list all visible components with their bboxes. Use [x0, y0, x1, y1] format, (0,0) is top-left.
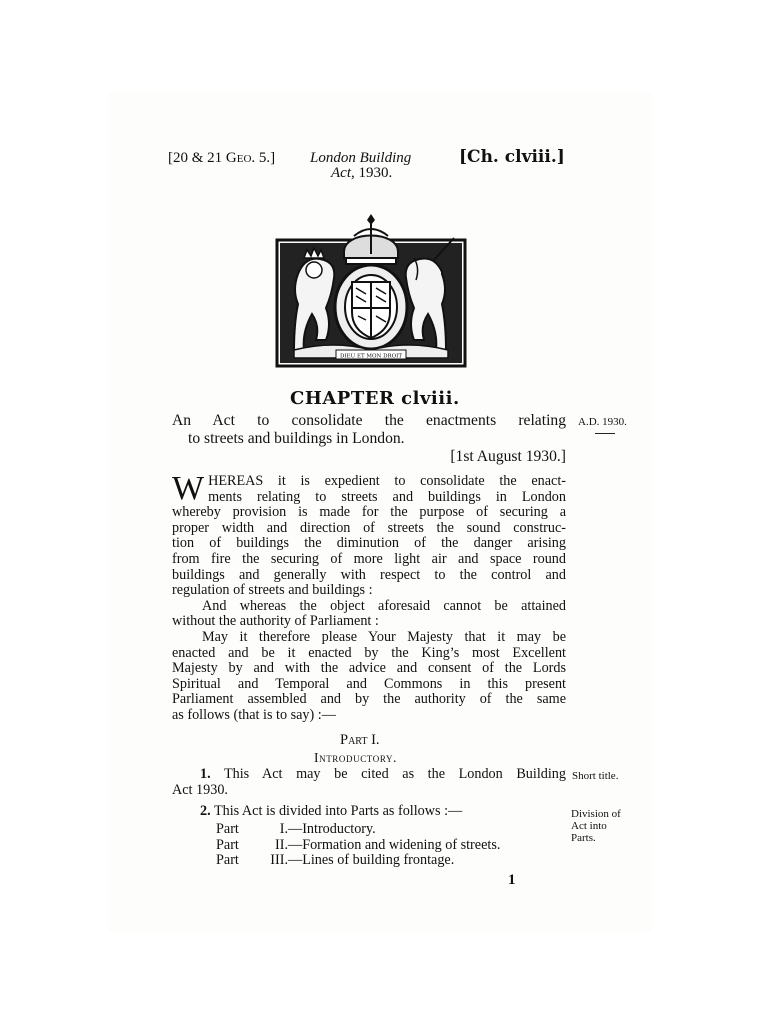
preamble-line: from fire the securing of more light air and space round [172, 550, 566, 567]
section-text: Act 1930. [172, 781, 228, 798]
section-text: This Act may be cited as the London Building [223, 766, 566, 782]
chapter-heading: CHAPTER clviii. [290, 388, 460, 409]
chapter-reference: [Ch. clviii.] [459, 147, 565, 167]
section-number: 1. [200, 766, 211, 782]
regnal-year: [20 & 21 Geo. 5.] [168, 150, 276, 166]
preamble-line: Spiritual and Temporal and Commons in this present [172, 675, 566, 692]
parts-list-item: Part I. —Introductory. [216, 821, 376, 837]
parts-list-item: Part III. —Lines of building frontage. [216, 852, 455, 869]
part-heading: Part I. [340, 732, 380, 748]
preamble-line: proper width and direction of streets the sound construc- [172, 519, 566, 536]
document-page [108, 92, 652, 932]
margin-division-of-act: Division of Act into Parts. [571, 808, 621, 844]
preamble-line: enacted and be it enacted by the King’s most Excellent [172, 644, 566, 661]
preamble-line: buildings and generally with respect to the control and [172, 566, 566, 583]
drop-cap: W [172, 470, 205, 507]
short-title-header: London Building [310, 150, 412, 166]
preamble-line: And whereas the object aforesaid cannot be attained [202, 597, 566, 614]
preamble-line: Parliament assembled and by the authority of the same [172, 691, 566, 708]
long-title [172, 412, 566, 466]
margin-short-title: Short title. [572, 770, 619, 782]
parts-list-item: Part II. —Formation and widening of streets. [216, 836, 501, 853]
short-title-header-line2: Act, 1930. [331, 165, 393, 181]
section-2 [200, 804, 566, 820]
preamble-line: tion of buildings the diminution of the danger arising [172, 535, 566, 552]
preamble [172, 470, 566, 724]
preamble-line: May it therefore please Your Majesty that it may be [202, 628, 566, 645]
preamble-line: whereby provision is made for the purpose of securing a [172, 504, 566, 521]
part-subheading: Introductory. [314, 750, 398, 765]
preamble-line: Majesty by and with the advice and consent of the Lords [172, 660, 566, 677]
preamble-line: regulation of streets and buildings : [172, 582, 373, 599]
svg-text:DIEU ET MON DROIT: DIEU ET MON DROIT [339, 353, 403, 360]
long-title-line: to streets and buildings in London. [188, 430, 405, 447]
page-number: 1 [508, 872, 516, 888]
preamble-line: ments relating to streets and buildings in London [208, 488, 566, 505]
royal-coat-of-arms-icon [274, 212, 468, 370]
margin-ad-year: A.D. 1930. [578, 416, 627, 428]
section-1 [172, 767, 566, 798]
long-title-line: An Act to consolidate the enactments relating [172, 412, 566, 429]
section-number: 2. [200, 803, 211, 819]
assent-date: [1st August 1930.] [450, 448, 566, 465]
preamble-line: without the authority of Parliament : [172, 613, 379, 630]
preamble-line: HEREAS it is expedient to consolidate the enact- [208, 473, 566, 489]
margin-rule [595, 433, 615, 434]
preamble-line: as follows (that is to say) :— [172, 706, 336, 723]
section-text: This Act is divided into Parts as follows :— [213, 803, 463, 819]
parts-list [216, 822, 566, 869]
